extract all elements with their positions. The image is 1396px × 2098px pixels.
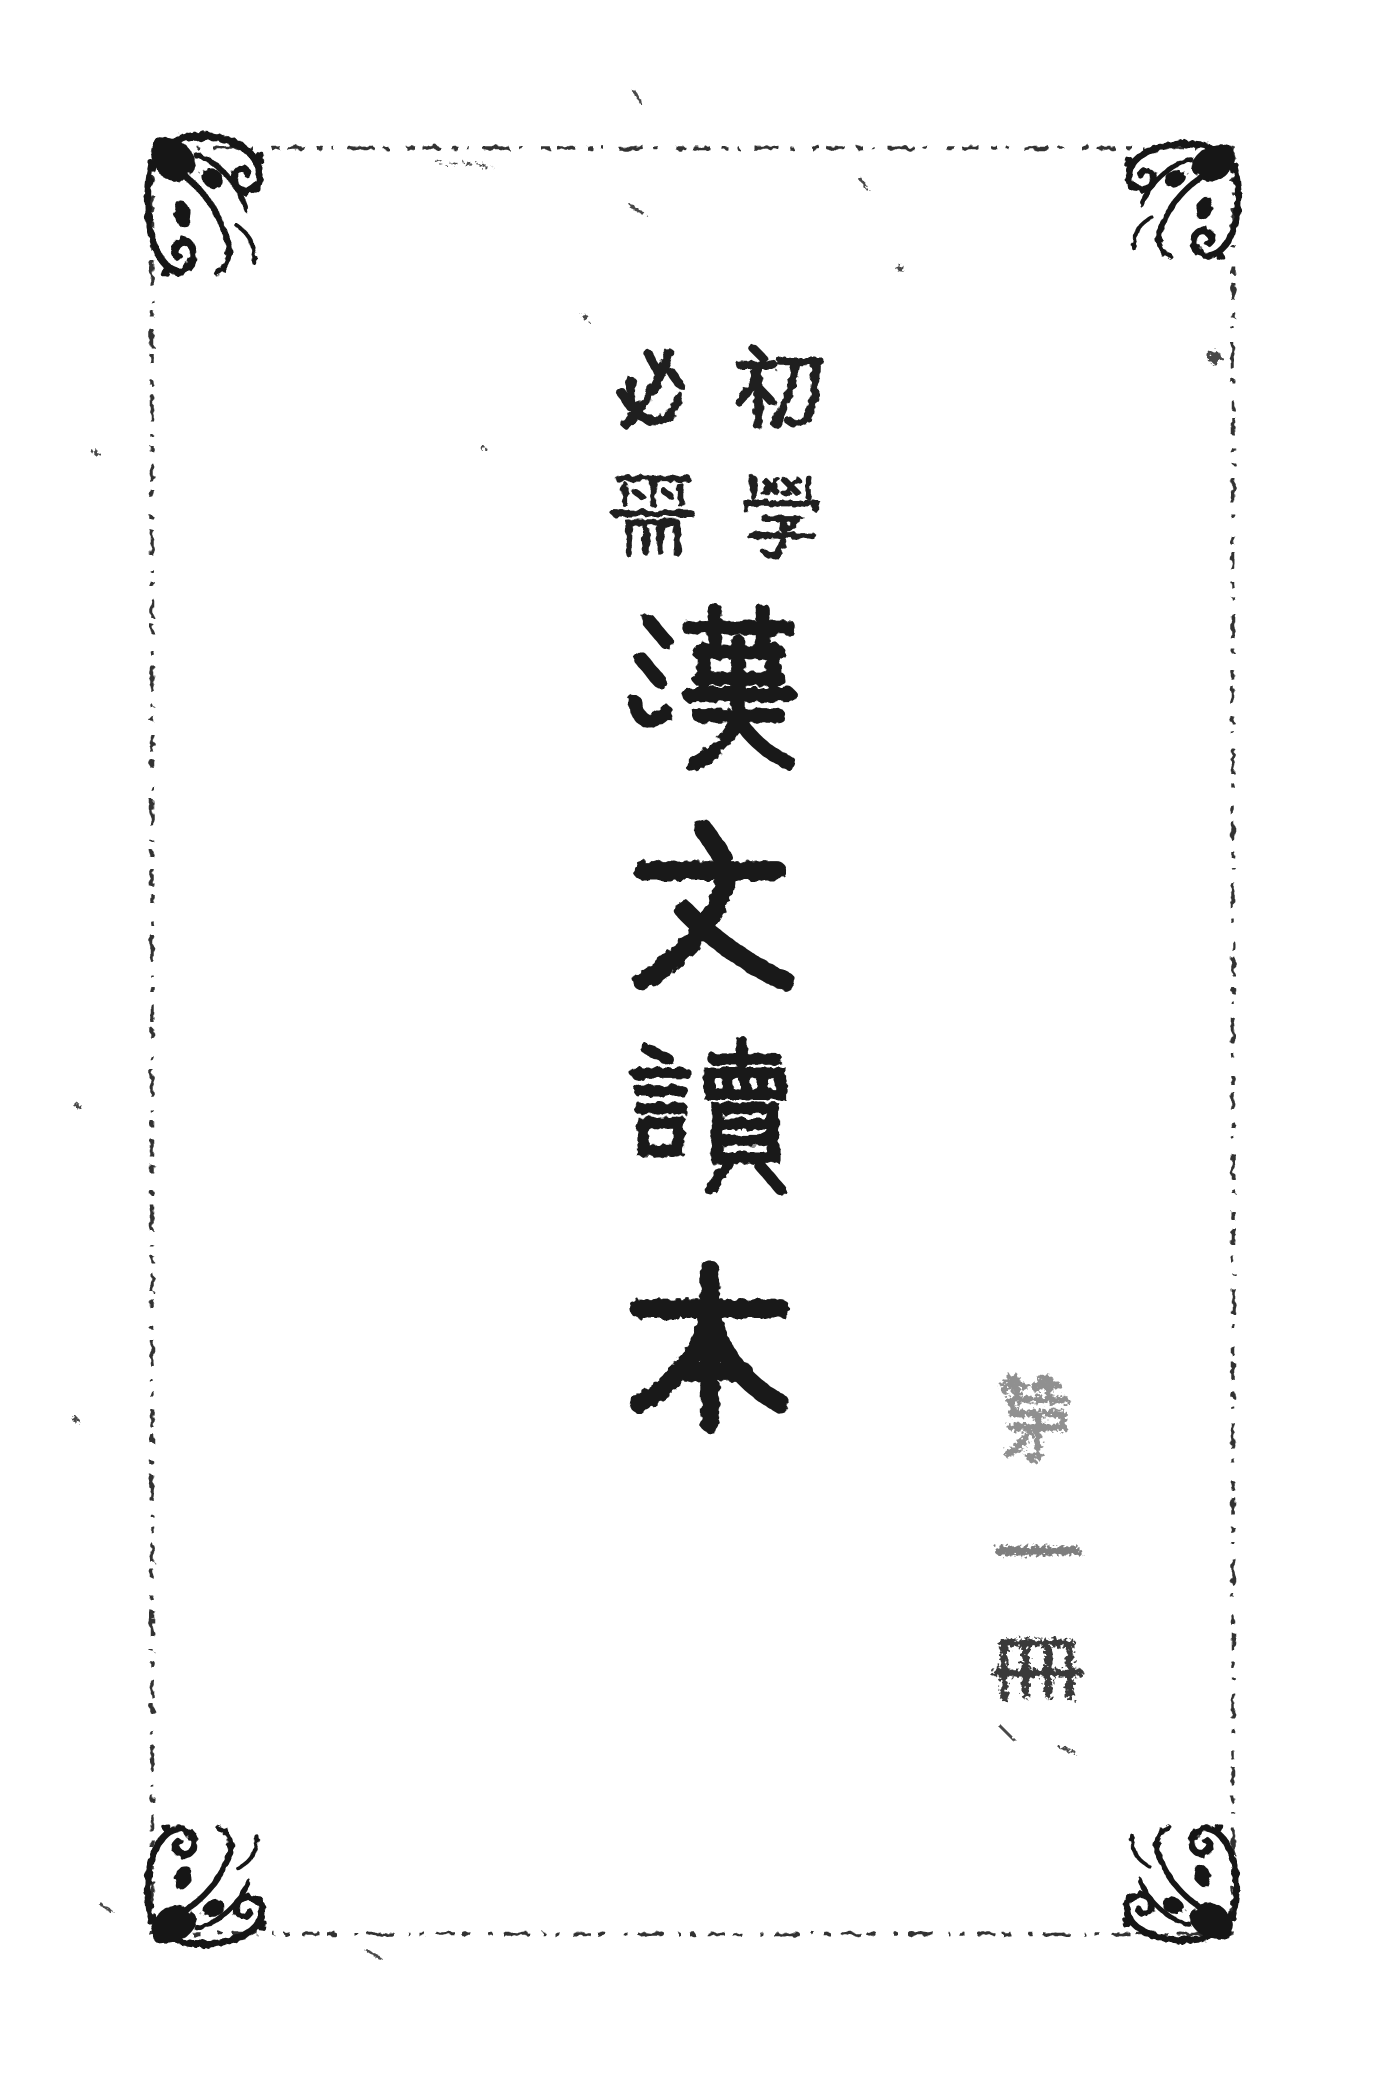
glyph-xue — [746, 478, 816, 555]
corner-ornament-top-right-icon — [1124, 144, 1239, 261]
corner-ornament-top-left-icon — [148, 136, 265, 278]
glyph-han — [634, 610, 789, 765]
corner-ornament-bottom-left-icon — [148, 1824, 267, 1945]
glyph-ce — [994, 1643, 1080, 1698]
glyph-du — [636, 1042, 780, 1190]
corner-ornament-bottom-right-icon — [1122, 1823, 1237, 1940]
glyph-bi — [621, 352, 680, 424]
main-title-column — [634, 610, 789, 1423]
glyph-wen — [643, 829, 786, 982]
header-column-right — [740, 349, 820, 556]
volume-label-column — [994, 1378, 1080, 1697]
glyph-di — [1004, 1378, 1066, 1458]
glyph-ben — [640, 1270, 781, 1423]
glyph-chu — [740, 349, 820, 426]
header-column-left — [614, 352, 691, 554]
glyph-xu — [614, 478, 691, 553]
